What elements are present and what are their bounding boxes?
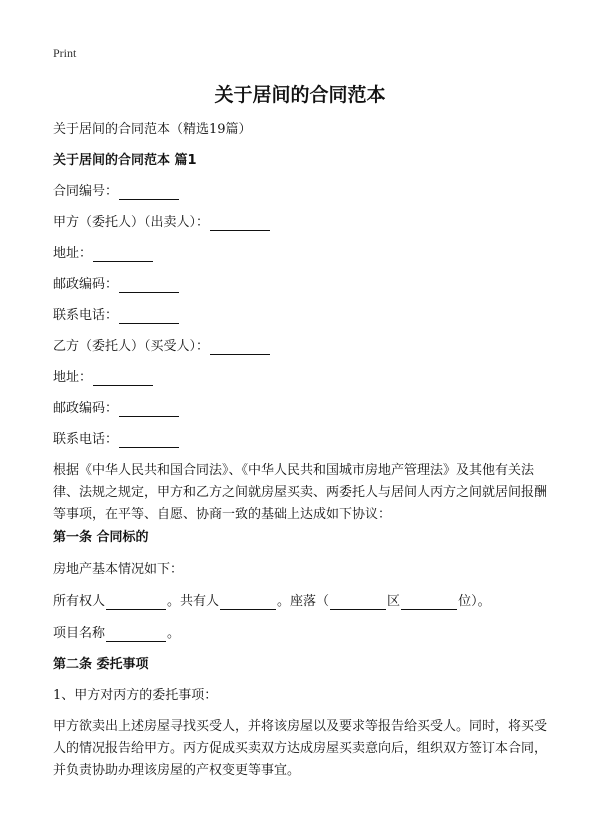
field-phone-a [53,308,180,324]
field-address-a [53,246,154,262]
article-1-line1: 房地产基本情况如下： [53,562,184,577]
project-name-line [53,626,180,642]
owner-label: 所有权人 [53,594,106,609]
location-label: 。座落（ [277,594,330,609]
article-2-paragraph: 甲方欲卖出上述房屋寻找买受人，并将该房屋以及要求等报告给买受人。同时，将买受人的情况报告给甲方。丙方促成买卖双方达成房屋买卖意向后，组织双方签订本合同，并负责协助办理该房屋的产权变更等事宜。 [53,719,548,778]
blank-line [106,595,166,610]
blank-line [330,595,386,610]
document-title: 关于居间的合同范本 [214,84,386,106]
property-owner-line [53,594,491,610]
blank-line [119,309,179,324]
field-postcode-b [53,401,180,417]
blank-line [119,185,179,200]
blank-line [119,402,179,417]
blank-line [106,627,166,642]
field-phone-b [53,432,180,448]
blank-line [93,371,153,386]
article-2-item1: 1、甲方对丙方的委托事项： [53,688,218,703]
print-link[interactable]: Print [53,46,77,60]
project-suffix: 。 [167,626,181,641]
blank-line [93,247,153,262]
article-2-heading: 第二条 委托事项 [53,657,149,672]
field-label: 联系电话： [53,432,119,447]
blank-line [119,278,179,293]
position-label: 位）。 [458,594,491,609]
field-label: 合同编号： [53,184,119,199]
field-label: 地址： [53,246,93,261]
blank-line [401,595,457,610]
blank-line [210,340,270,355]
article-1-heading: 第一条 合同标的 [53,530,149,545]
blank-line [210,216,270,231]
field-postcode-a [53,277,180,293]
district-label: 区 [387,594,401,609]
co-owner-label: 。共有人 [167,594,220,609]
field-party-a [53,215,271,231]
field-contract-number [53,184,180,200]
field-label: 乙方（委托人）（买受人）： [53,339,210,354]
intro-paragraph: 根据《中华人民共和国合同法》、《中华人民共和国城市房地产管理法》及其他有关法律、法规之规定，甲方和乙方之间就房屋买卖、两委托人与居间人丙方之间就居间报酬等事项，在平等、自愿、协商一致的基础上达成如下协议： [53,463,548,522]
field-label: 邮政编码： [53,401,119,416]
section-heading: 关于居间的合同范本 篇1 [53,153,197,168]
field-label: 地址： [53,370,93,385]
field-address-b [53,370,154,386]
document-subtitle: 关于居间的合同范本（精选19篇） [53,122,252,137]
field-party-b [53,339,271,355]
project-label: 项目名称 [53,626,106,641]
field-label: 甲方（委托人）（出卖人）： [53,215,210,230]
blank-line [220,595,276,610]
field-label: 邮政编码： [53,277,119,292]
field-label: 联系电话： [53,308,119,323]
blank-line [119,433,179,448]
